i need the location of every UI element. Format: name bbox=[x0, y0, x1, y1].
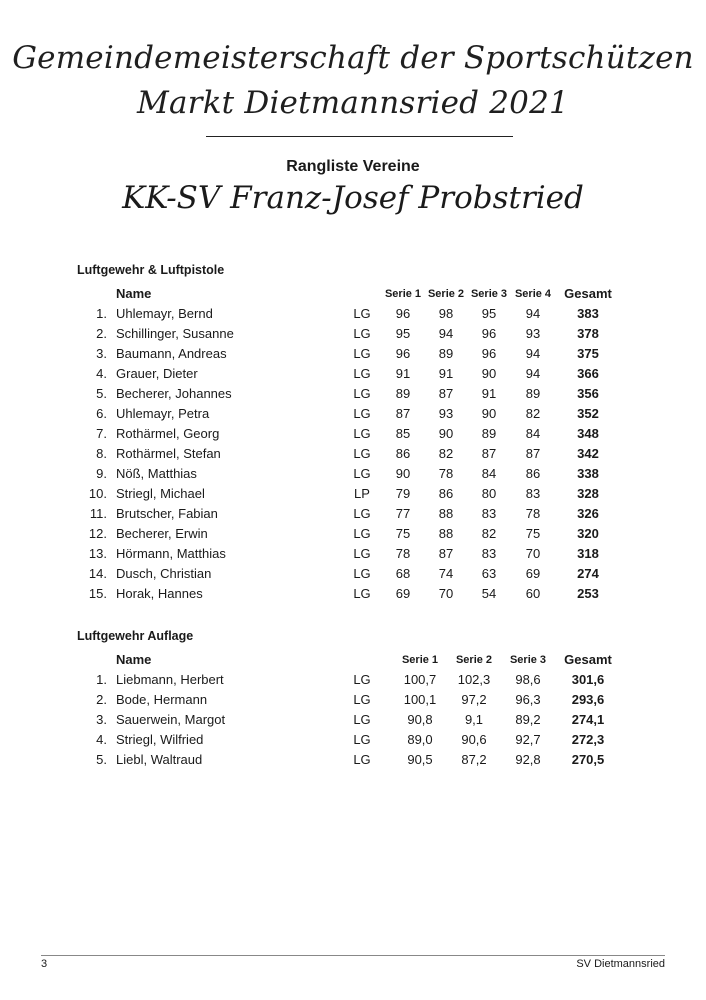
rank-cell: 3. bbox=[96, 346, 107, 361]
serie-cell: 91 bbox=[438, 366, 454, 381]
serie-cell: 95 bbox=[481, 306, 497, 321]
class-cell: LG bbox=[353, 672, 371, 687]
serie-cell: 86 bbox=[438, 486, 454, 501]
name-cell: Brutscher, Fabian bbox=[116, 506, 218, 521]
name-cell: Liebmann, Herbert bbox=[116, 672, 224, 687]
rank-cell: 5. bbox=[96, 386, 107, 401]
serie-cell: 91 bbox=[481, 386, 497, 401]
class-cell: LG bbox=[353, 466, 371, 481]
table-row bbox=[0, 566, 706, 586]
serie-cell: 98,6 bbox=[515, 672, 541, 687]
serie-cell: 90,6 bbox=[461, 732, 487, 747]
serie-cell: 96 bbox=[395, 306, 411, 321]
column-header-s3: Serie 3 bbox=[509, 654, 547, 666]
total-cell: 274 bbox=[577, 566, 599, 581]
serie-cell: 94 bbox=[525, 366, 541, 381]
serie-cell: 87 bbox=[525, 446, 541, 461]
serie-cell: 89 bbox=[438, 346, 454, 361]
rank-cell: 10. bbox=[88, 486, 107, 501]
serie-cell: 90 bbox=[481, 366, 497, 381]
serie-cell: 78 bbox=[395, 546, 411, 561]
table-row bbox=[0, 526, 706, 546]
rank-cell: 9. bbox=[96, 466, 107, 481]
table-row bbox=[0, 752, 706, 772]
name-cell: Striegl, Wilfried bbox=[116, 732, 204, 747]
club-name: KK-SV Franz-Josef Probstried bbox=[122, 180, 584, 216]
class-cell: LG bbox=[353, 732, 371, 747]
rank-cell: 5. bbox=[96, 752, 107, 767]
column-header-s2: Serie 2 bbox=[455, 654, 493, 666]
serie-cell: 96,3 bbox=[515, 692, 541, 707]
serie-cell: 86 bbox=[395, 446, 411, 461]
name-cell: Dusch, Christian bbox=[116, 566, 212, 581]
column-header-name: Name bbox=[116, 286, 152, 301]
rank-cell: 6. bbox=[96, 406, 107, 421]
serie-cell: 94 bbox=[525, 346, 541, 361]
total-cell: 378 bbox=[577, 326, 599, 341]
serie-cell: 92,8 bbox=[515, 752, 541, 767]
name-cell: Schillinger, Susanne bbox=[116, 326, 234, 341]
total-cell: 270,5 bbox=[571, 752, 605, 767]
table-row bbox=[0, 732, 706, 752]
rank-cell: 4. bbox=[96, 732, 107, 747]
class-cell: LG bbox=[353, 586, 371, 601]
footer-organization: SV Dietmannsried bbox=[576, 958, 665, 970]
serie-cell: 68 bbox=[395, 566, 411, 581]
table-row bbox=[0, 506, 706, 526]
rank-cell: 11. bbox=[89, 506, 107, 521]
table-header bbox=[0, 286, 706, 306]
serie-cell: 85 bbox=[395, 426, 411, 441]
serie-cell: 83 bbox=[525, 486, 541, 501]
table-row bbox=[0, 366, 706, 386]
total-cell: 328 bbox=[577, 486, 599, 501]
class-cell: LG bbox=[353, 326, 371, 341]
rank-cell: 15. bbox=[88, 586, 107, 601]
name-cell: Nöß, Matthias bbox=[116, 466, 197, 481]
serie-cell: 94 bbox=[438, 326, 454, 341]
serie-cell: 100,1 bbox=[403, 692, 437, 707]
rank-cell: 13. bbox=[88, 546, 107, 561]
serie-cell: 82 bbox=[438, 446, 454, 461]
rank-cell: 2. bbox=[96, 692, 107, 707]
table-row bbox=[0, 692, 706, 712]
serie-cell: 98 bbox=[438, 306, 454, 321]
rank-cell: 8. bbox=[96, 446, 107, 461]
serie-cell: 74 bbox=[438, 566, 454, 581]
rank-cell: 2. bbox=[96, 326, 107, 341]
serie-cell: 69 bbox=[525, 566, 541, 581]
serie-cell: 89,0 bbox=[407, 732, 433, 747]
serie-cell: 90,8 bbox=[407, 712, 433, 727]
rank-cell: 1. bbox=[96, 306, 107, 321]
serie-cell: 92,7 bbox=[515, 732, 541, 747]
serie-cell: 83 bbox=[481, 546, 497, 561]
section-title-luftgewehr-auflage: Luftgewehr Auflage bbox=[77, 629, 194, 643]
serie-cell: 86 bbox=[525, 466, 541, 481]
class-cell: LG bbox=[353, 386, 371, 401]
table-row bbox=[0, 672, 706, 692]
serie-cell: 100,7 bbox=[403, 672, 437, 687]
column-header-total: Gesamt bbox=[564, 286, 612, 301]
serie-cell: 88 bbox=[438, 526, 454, 541]
table-row bbox=[0, 406, 706, 426]
serie-cell: 89 bbox=[395, 386, 411, 401]
name-cell: Sauerwein, Margot bbox=[116, 712, 226, 727]
total-cell: 375 bbox=[577, 346, 599, 361]
serie-cell: 70 bbox=[525, 546, 541, 561]
serie-cell: 63 bbox=[481, 566, 497, 581]
name-cell: Baumann, Andreas bbox=[116, 346, 227, 361]
serie-cell: 60 bbox=[525, 586, 541, 601]
total-cell: 383 bbox=[577, 306, 599, 321]
column-header-s4: Serie 4 bbox=[514, 288, 552, 300]
serie-cell: 77 bbox=[395, 506, 411, 521]
serie-cell: 88 bbox=[438, 506, 454, 521]
class-cell: LG bbox=[353, 406, 371, 421]
serie-cell: 83 bbox=[481, 506, 497, 521]
class-cell: LG bbox=[353, 526, 371, 541]
class-cell: LG bbox=[353, 306, 371, 321]
total-cell: 274,1 bbox=[571, 712, 605, 727]
total-cell: 342 bbox=[577, 446, 599, 461]
rank-cell: 7. bbox=[96, 426, 107, 441]
class-cell: LG bbox=[353, 446, 371, 461]
column-header-name: Name bbox=[116, 652, 152, 667]
page-title-line-2: Markt Dietmannsried 2021 bbox=[137, 85, 569, 121]
name-cell: Horak, Hannes bbox=[116, 586, 203, 601]
column-header-s1: Serie 1 bbox=[401, 654, 439, 666]
column-header-s1: Serie 1 bbox=[384, 288, 422, 300]
serie-cell: 82 bbox=[481, 526, 497, 541]
table-row bbox=[0, 306, 706, 326]
table-row bbox=[0, 586, 706, 606]
serie-cell: 89 bbox=[481, 426, 497, 441]
serie-cell: 87 bbox=[395, 406, 411, 421]
rank-cell: 4. bbox=[96, 366, 107, 381]
name-cell: Rothärmel, Stefan bbox=[116, 446, 221, 461]
serie-cell: 96 bbox=[395, 346, 411, 361]
table-row bbox=[0, 446, 706, 466]
serie-cell: 54 bbox=[481, 586, 497, 601]
column-header-total: Gesamt bbox=[564, 652, 612, 667]
name-cell: Bode, Hermann bbox=[116, 692, 208, 707]
table-row bbox=[0, 712, 706, 732]
serie-cell: 90 bbox=[438, 426, 454, 441]
total-cell: 348 bbox=[577, 426, 599, 441]
name-cell: Becherer, Erwin bbox=[116, 526, 208, 541]
class-cell: LG bbox=[353, 426, 371, 441]
serie-cell: 93 bbox=[438, 406, 454, 421]
total-cell: 338 bbox=[577, 466, 599, 481]
total-cell: 318 bbox=[577, 546, 599, 561]
class-cell: LG bbox=[353, 506, 371, 521]
name-cell: Liebl, Waltraud bbox=[116, 752, 203, 767]
total-cell: 352 bbox=[577, 406, 599, 421]
serie-cell: 75 bbox=[395, 526, 411, 541]
serie-cell: 97,2 bbox=[461, 692, 487, 707]
name-cell: Rothärmel, Georg bbox=[116, 426, 220, 441]
rank-cell: 14. bbox=[88, 566, 107, 581]
serie-cell: 78 bbox=[525, 506, 541, 521]
table-row bbox=[0, 346, 706, 366]
class-cell: LG bbox=[353, 712, 371, 727]
serie-cell: 80 bbox=[481, 486, 497, 501]
name-cell: Becherer, Johannes bbox=[116, 386, 232, 401]
serie-cell: 96 bbox=[481, 346, 497, 361]
name-cell: Uhlemayr, Petra bbox=[116, 406, 210, 421]
column-header-s3: Serie 3 bbox=[470, 288, 508, 300]
footer-divider bbox=[41, 955, 665, 956]
rank-cell: 3. bbox=[96, 712, 107, 727]
serie-cell: 87 bbox=[438, 386, 454, 401]
serie-cell: 87,2 bbox=[461, 752, 487, 767]
serie-cell: 89 bbox=[525, 386, 541, 401]
total-cell: 356 bbox=[577, 386, 599, 401]
subtitle: Rangliste Vereine bbox=[286, 158, 420, 175]
section-title-luftgewehr-luftpistole: Luftgewehr & Luftpistole bbox=[77, 263, 225, 277]
total-cell: 293,6 bbox=[571, 692, 605, 707]
serie-cell: 70 bbox=[438, 586, 454, 601]
serie-cell: 87 bbox=[438, 546, 454, 561]
serie-cell: 96 bbox=[481, 326, 497, 341]
serie-cell: 93 bbox=[525, 326, 541, 341]
table-row bbox=[0, 546, 706, 566]
class-cell: LG bbox=[353, 566, 371, 581]
table-row bbox=[0, 386, 706, 406]
serie-cell: 91 bbox=[395, 366, 411, 381]
page-title-line-1: Gemeindemeisterschaft der Sportschützen bbox=[12, 40, 694, 76]
serie-cell: 84 bbox=[481, 466, 497, 481]
serie-cell: 69 bbox=[395, 586, 411, 601]
name-cell: Uhlemayr, Bernd bbox=[116, 306, 213, 321]
column-header-s2: Serie 2 bbox=[427, 288, 465, 300]
rank-cell: 1. bbox=[96, 672, 107, 687]
serie-cell: 90 bbox=[481, 406, 497, 421]
page-number: 3 bbox=[41, 958, 48, 970]
class-cell: LG bbox=[353, 346, 371, 361]
class-cell: LG bbox=[353, 546, 371, 561]
title-divider bbox=[206, 136, 513, 137]
serie-cell: 78 bbox=[438, 466, 454, 481]
total-cell: 366 bbox=[577, 366, 599, 381]
serie-cell: 90,5 bbox=[407, 752, 433, 767]
class-cell: LG bbox=[353, 692, 371, 707]
serie-cell: 102,3 bbox=[457, 672, 491, 687]
table-header bbox=[0, 652, 706, 672]
serie-cell: 94 bbox=[525, 306, 541, 321]
serie-cell: 75 bbox=[525, 526, 541, 541]
serie-cell: 95 bbox=[395, 326, 411, 341]
serie-cell: 82 bbox=[525, 406, 541, 421]
total-cell: 301,6 bbox=[571, 672, 605, 687]
class-cell: LG bbox=[353, 366, 371, 381]
class-cell: LP bbox=[354, 486, 370, 501]
total-cell: 253 bbox=[577, 586, 599, 601]
class-cell: LG bbox=[353, 752, 371, 767]
serie-cell: 90 bbox=[395, 466, 411, 481]
name-cell: Hörmann, Matthias bbox=[116, 546, 226, 561]
name-cell: Striegl, Michael bbox=[116, 486, 205, 501]
serie-cell: 89,2 bbox=[515, 712, 541, 727]
serie-cell: 9,1 bbox=[464, 712, 484, 727]
table-row bbox=[0, 466, 706, 486]
serie-cell: 79 bbox=[395, 486, 411, 501]
serie-cell: 87 bbox=[481, 446, 497, 461]
name-cell: Grauer, Dieter bbox=[116, 366, 198, 381]
table-row bbox=[0, 486, 706, 506]
table-row bbox=[0, 326, 706, 346]
total-cell: 272,3 bbox=[571, 732, 605, 747]
total-cell: 320 bbox=[577, 526, 599, 541]
rank-cell: 12. bbox=[88, 526, 107, 541]
table-row bbox=[0, 426, 706, 446]
serie-cell: 84 bbox=[525, 426, 541, 441]
total-cell: 326 bbox=[577, 506, 599, 521]
